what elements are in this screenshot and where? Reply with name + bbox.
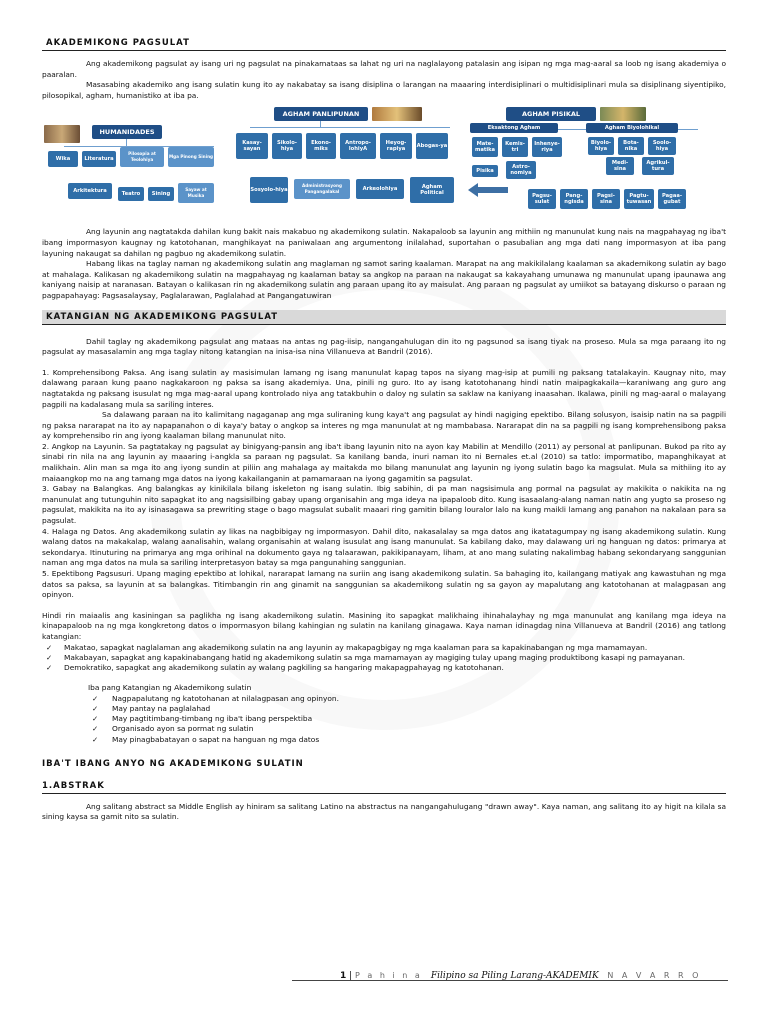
katangian-item-5: 5. Epektibong Pagsusuri. Upang maging epektibo at lohikal, nararapat lamang na suriin ang isang akademikong sulatin. Sa bahaging ito, kailangang matiyak ang kawastuhan ng mga datos sa paksa, sa layunin at sa balangkas. Titimbangin rin ang ginamit na sanggunian sa akademikong sulatin ng sa gayon ay mapalutang ang katotohanan at malagpasan ang opinyon. — [42, 569, 726, 600]
box-pinong-sining: Mga Pinong Sining — [168, 147, 214, 167]
left-arrow-icon — [468, 183, 508, 197]
box-kasaysayan: Kasay-sayan — [236, 133, 268, 159]
box-agrikultura: Agrikul-tura — [642, 157, 674, 175]
box-pagsusulat: Pagsu-sulat — [528, 189, 556, 209]
box-pangngisda: Pang-ngisda — [560, 189, 588, 209]
humanidades-photo — [44, 125, 80, 143]
box-botanika: Bota-nika — [618, 137, 644, 155]
check-icon: ✓ — [92, 703, 99, 713]
panlipunan-title: AGHAM PANLIPUNAN — [274, 107, 368, 121]
section-heading-anyo: IBA'T IBANG ANYO NG AKADEMIKONG SULATIN — [42, 758, 304, 769]
katangian-intro: Dahil taglay ng akademikong pagsulat ang mataas na antas ng pag-iisip, nangangahulugan din ito ng pagsunod sa isang tiyak na proseso. Mula sa mga paraang ito ng pagsulat ay masasalamin ang mga taglay nitong katangian na inisa-isa nina Villanueva at Bandril (2016). — [42, 336, 726, 357]
box-soolohiya: Soolo-hiya — [648, 137, 676, 155]
panlipunan-photo — [372, 107, 422, 121]
box-arkitektura: Arkitektura — [68, 183, 112, 199]
body-paragraph-layunin: Ang layunin ang nagtatakda dahilan kung bakit nais makabuo ng akademikong sulatin. Nakapaloob sa layunin ang mithiin ng manunulat kung nais na magpahayag ng iba't ibang impormasyon kaugnay ng katotohanan, manghikayat na paniwalaan ang argumentong inilalahad, suportahan o pasubalian ang mga dati nang impormasyon at iba pang layuning nakaugat sa dahilan ng pagbuo ng akademikong sulatin. — [42, 227, 726, 258]
box-sining: Sining — [148, 187, 174, 201]
biyolohikal-label: Agham Biyolohikal — [586, 123, 678, 133]
box-sikolohiya: Sikolo-hiya — [272, 133, 302, 159]
body-paragraph-kaalaman: Habang likas na taglay naman ng akademikong sulatin ang maglaman ng samot saring kaalaman. Marapat na ang makikilalang kaalaman sa akademikong sulatin ay bago at mahalaga. Kalikasan ng akademikong sulatin na magpahayag ng kaalaman batay sa angkop na paraan na nakaugat sa kakayahang umunawa ng manunulat upang ipaunawa ang kaniyang naisip at naranasan. Batayan o kalikasan rin ng akademikong sulatin ang paraan upang ito ay maisulat. Ang paraan ng pagsulat ay umiikot sa batayang diskurso o paraan ng pagpapahayag: Pagsasalaysay, Paglalarawan, Paglalahad at Pangangatuwiran — [42, 259, 726, 300]
connector-line — [320, 121, 321, 127]
katangian-item-1: 1. Komprehensibong Paksa. Ang isang sulatin ay masisimulan lamang ng isang manunulat kapag tapos na siyang mag-isip at pumili ng paksang tatalakayin. Kaugnay nito, may dalawang paraan kung paano nagkakaroon ng paksa sa isang akademiya. Una, pinili ng guro. Ito ay isang katotohanang hindi natin maipagkakaila—karaniwang ang guro ang nagtatakda ng paksang isusulat ng mga mag-aaral upang kontrolado niya ang tatakbuhin o daloy ng sulatin sa saklaw na kaniyang inaasahan. Ikalawa, pinili ng mag-aaral o malayang pagpili na kadalasang mula sa sariling interes. — [42, 367, 726, 409]
check-icon: ✓ — [92, 724, 99, 734]
box-pagaagubat: Pagaa-gubat — [658, 189, 686, 209]
document-page — [42, 36, 726, 823]
check-item: ✓ Organisado ayon sa pormat ng sulatin — [92, 724, 254, 734]
check-icon: ✓ — [92, 734, 99, 744]
subject-label: Filipino sa Piling Larang-AKADEMIK — [430, 971, 599, 981]
intro-paragraph-1: Ang akademikong pagsulat ay isang uri ng pagsulat na pinakamataas sa lahat ng uri na naglalayong patalasin ang isipan ng mga mag-aaral sa loob ng isang akademiya o paaralan. — [42, 59, 726, 79]
katangian-item-3: 3. Gabay na Balangkas. Ang balangkas ay kinikilala bilang iskeleton ng isang sulatin. Ibig sabihin, di pa man nagsisimula ang pormal na pagsulat ay makikita o nakikita na ng manunulat ang tutunguhin nito sapagkat ito ang nagsisilbing gabay upang organisahin ang mga ideya na ipapaloob dito. Kung isasaalang-alang naman natin ang yugto sa proseso ng pagsulat, makikita na ito ay isinasagawa sa prewriting stage o bago magsulat subalit maaari ring gamitin bilang louralor lalo na kung maikli lamang ang panahon na nakalaan para sa pagsulat. — [42, 484, 726, 526]
abstrak-paragraph: Ang salitang abstract sa Middle English ay hiniram sa salitang Latino na abstractus na nangangahulugang "drawn away". Kaya naman, ang salitang ito ay higit na kilala sa sining kaysa sa gamit nito sa sulatin. — [42, 801, 726, 822]
check-icon: ✓ — [92, 714, 99, 724]
pisikal-title: AGHAM PISIKAL — [506, 107, 596, 121]
box-sayaw: Sayaw at Musika — [178, 183, 214, 203]
check-icon: ✓ — [92, 693, 99, 703]
check-item: ✓ Nagpapalutang ng katotohanan at nilalagpasan ang opinyon. — [92, 693, 339, 703]
page-footer — [0, 970, 768, 994]
check-item: ✓ Makatao, sapagkat naglalaman ang akademikong sulatin na ang layunin ay makapagbigay ng mga kaalaman para sa kapakinabangan ng mga mamamayan. — [46, 642, 648, 652]
check-item: ✓ May pantay na paglalahad — [92, 703, 211, 713]
iba-pang-katangian-label: Iba pang Katangian ng Akademikong sulatin — [88, 683, 252, 693]
kasiningan-paragraph: Hindi rin maiaalis ang kasiningan sa paglikha ng isang akademikong sulatin. Masining ito sapagkat malikhaing ihinahalayhay ng mga manunulat ang kanilang mga ideya na kinapapaloob na ng mga kongkretong datos o impormasyon bilang kahingian ng sulatin na kanilang ginagawa. Kaya naman idinagdag nina Villanueva at Bandril (2016) ang tatlong katangian: — [42, 610, 726, 641]
pisikal-photo — [600, 107, 646, 121]
check-item: ✓ Makabayan, sapagkat ang kapakinabangang hatid ng akademikong sulatin sa mga mamamayan ay magiging tulay upang maging produktibong kasapi ng pamayanan. — [46, 652, 685, 662]
box-pagtutuwasan: Pagtu-tuwasan — [624, 189, 654, 209]
check-icon: ✓ — [46, 642, 53, 652]
check-item: ✓ May pagtitimbang-timbang ng iba't ibang perspektiba — [92, 714, 313, 724]
box-biyolohiya: Biyolo-hiya — [588, 137, 614, 155]
box-ekonomiks: Ekono-miks — [306, 133, 336, 159]
footer-text: 1 | P a h i n a Filipino sa Piling Larang-AKADEMIK N A V A R R O — [340, 971, 702, 981]
humanidades-title: HUMANIDADES — [92, 125, 162, 139]
box-agham-political: Agham Political — [410, 177, 454, 203]
connector-line — [250, 127, 450, 128]
box-kemistri: Kemis-tri — [502, 137, 528, 157]
katangian-item-1b: Sa dalawang paraan na ito kalimitang nagaganap ang mga suliraning kung kaya't ang pagsulat ay hindi nagiging epektibo. Bilang solusyon, isaisip natin na sa pagpili ng paksa nararapat na ito ay napapanahon o di kaya'y batay o angkop sa interes ng mga manunulat at ng mambabasa. Nararapat din na sa pagpili ng isang komprehensibong paksa ay komprehensibo rin ang iyong kaalaman bilang manunulat nito. — [42, 410, 726, 441]
page-number: 1 — [340, 971, 347, 981]
check-item: ✓ May pinagbabatayan o sapat na hanguan ng mga datos — [92, 734, 320, 744]
section-heading-akademiko: AKADEMIKONG PAGSULAT — [42, 36, 726, 51]
iba-pang-katangian-list — [42, 694, 726, 745]
katangian-item-2: 2. Angkop na Layunin. Sa pagtatakay ng pagsulat ay binigyang-pansin ang iba't ibang layunin nito na ayon kay Mabilin at Mendillo (2011) ay personal at panlipunan. Bukod pa rito ay sinabi rin nila na ang layunin ay maaaring i-angkla sa paraan ng pagsulat. Sa kanilang banda, inuri naman ito ni Bernales et.al (2010) sa tatlo: impormatibo, mapanghikayat at malikhain. Alin man sa mga ito ang iyong sundin at piliin ang mahalaga ay maitakda mo bilang manunulat ang layunin ng iyong sulatin bago ka magsulat. Mula sa mithiing ito ay maiaangkop mo na ang tamang mga datos na iyong kakailanganin at pamamaraan na iyong gagamitin sa pagsulat. — [42, 441, 726, 483]
box-inhenyeriya: Inhenye-riya — [532, 137, 562, 157]
box-administrasyon: Administrasyong Pangangalakal — [294, 179, 350, 199]
pahina-label: P a h i n a — [355, 971, 423, 980]
katangian-list — [42, 368, 726, 601]
section-heading-katangian: KATANGIAN NG AKADEMIKONG PAGSULAT — [42, 310, 726, 325]
check-item: ✓ Demokratiko, sapagkat ang akademikong sulatin ay walang pagkiling sa hangaring makapagpahayag ng katotohanan. — [46, 662, 504, 672]
katangian-item-4: 4. Halaga ng Datos. Ang akademikong sulatin ay likas na nagbibigay ng impormasyon. Dahil dito, nakasalalay sa mga datos ang ikatatagumpay ng isang akademikong sulatin. Kung walang datos na makakalap, walang aanalisahin, walang organisahin at walang isusulat ang isang manunulat. Sa kabilang dako, may dalawang uri ng hanguan ng datos: primarya at sekondarya. Itinuturing na primarya ang mga orihinal na dokumento gaya ng talaarawan, pakikipanayam, liham, at ano mang sulating nakalimbag habang sekondaryang sanggunian naman ang mga datos na mula sa sariling interpretasyon batay sa mga pangunahing sanggunian. — [42, 526, 726, 568]
check-icon: ✓ — [46, 662, 53, 672]
box-teatro: Teatro — [118, 187, 144, 201]
disciplines-diagram — [42, 107, 726, 219]
check-icon: ✓ — [46, 652, 53, 662]
section-heading-abstrak: 1.ABSTRAK — [42, 779, 726, 794]
box-heyograpiya: Heyog-rapiya — [380, 133, 412, 159]
box-pagsisina: Pagsi-sina — [592, 189, 620, 209]
box-pisika: Pisika — [472, 165, 498, 177]
eksaktong-agham-label: Eksaktong Agham — [470, 123, 558, 133]
box-astronomiya: Astro-nomiya — [506, 161, 536, 179]
box-pilosopia: Pilosopia at Teolohiya — [120, 147, 164, 167]
connector-line — [126, 139, 127, 146]
tatlong-katangian-list — [42, 643, 726, 674]
box-sosyolohiya: Sosyolo-hiya — [250, 177, 288, 203]
box-wika: Wika — [48, 151, 78, 167]
box-matematika: Mate-matika — [472, 137, 498, 157]
box-literatura: Literatura — [82, 151, 116, 167]
box-arkeolohiya: Arkeolohiya — [356, 179, 404, 199]
box-antropolohiya: Antropo-lohiyA — [340, 133, 376, 159]
box-medisina: Medi-sina — [606, 157, 634, 175]
author-label: N A V A R R O — [607, 971, 702, 980]
box-abogasya: Abogas-ya — [416, 133, 448, 159]
intro-paragraph-2: Masasabing akademiko ang isang sulatin kung ito ay nakabatay sa isang disiplina o larangan na maaaring interdisiplinari o multidisiplinari mula sa disiplinang siyentipiko, pilosopikal, agham, humanistiko at iba pa. — [42, 80, 726, 100]
